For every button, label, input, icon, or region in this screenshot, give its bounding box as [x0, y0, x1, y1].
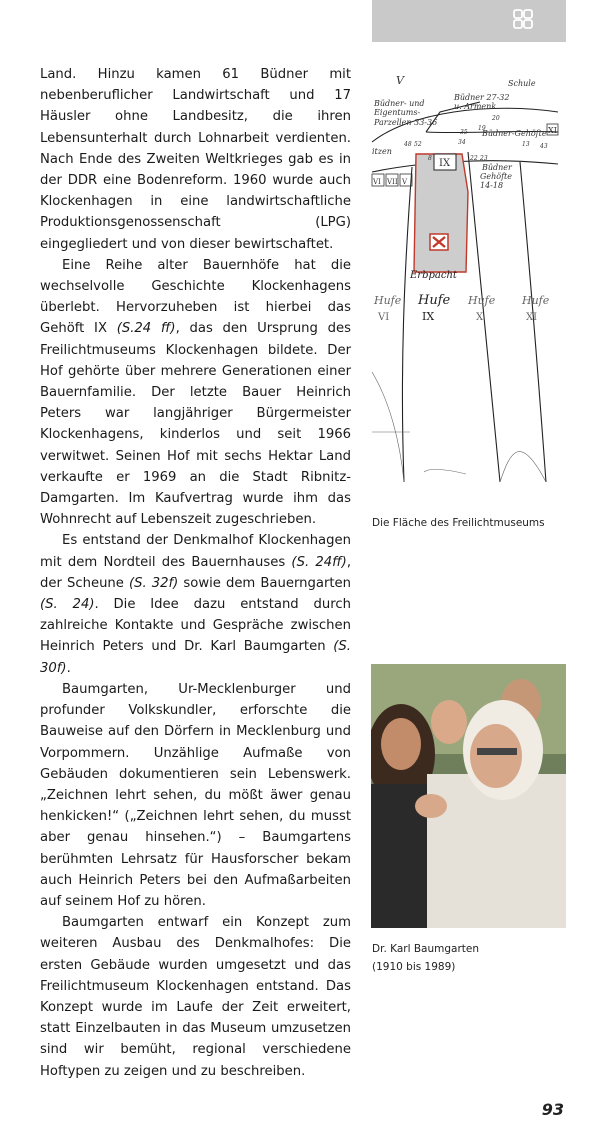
- map-label: Gehöfte: [480, 172, 513, 181]
- museum-logo-icon: [512, 8, 534, 30]
- paragraph-1: Land. Hinzu kamen 61 Büdner mit nebenberuflicher Landwirtschaft und 17 Häusler ohne Landbesitz, die ihren Lebensunterhalt durch Lohnarbeit verdienten. Nach Ende des Zweiten Weltkrieges gab es in der DDR eine Bodenreform. 1960 wurde auch Klockenhagen in eine landwirtschaftliche Produktionsgenossenschaft (LPG) eingegliedert und von dieser bewirtschaftet.: [40, 67, 351, 252]
- map-label: 8: [428, 155, 432, 162]
- map-label: 13: [522, 141, 530, 148]
- map-label: IX: [439, 158, 451, 169]
- map-label: 34: [458, 139, 466, 146]
- page-reference: (S. 30f): [40, 639, 351, 676]
- x-marker: [430, 234, 448, 250]
- map-label: Büdner: [482, 163, 512, 172]
- map-label: 52: [414, 141, 422, 148]
- map-label: XI: [526, 312, 538, 323]
- map-label: V: [396, 74, 404, 87]
- map-label: Hufe: [418, 293, 451, 308]
- map-label: 48: [404, 141, 412, 148]
- map-label: Erbpacht: [410, 270, 457, 281]
- photo-caption-name: Dr. Karl Baumgarten: [372, 943, 479, 955]
- map-label: 22: [470, 155, 478, 162]
- map-label: 19: [478, 125, 486, 132]
- page-reference: (S. 32f): [128, 575, 179, 591]
- museum-area: [414, 154, 468, 272]
- map-label: u. Armenk.: [454, 102, 499, 111]
- map-label: Parzellen 33-36: [374, 118, 438, 127]
- map-label: XI: [548, 126, 557, 135]
- portrait-photo: [371, 664, 566, 928]
- map-label: VII: [387, 178, 398, 186]
- map-caption: Die Fläche des Freilichtmuseums: [372, 517, 545, 529]
- map-label: Hufe: [522, 294, 550, 307]
- map-label: VI: [378, 312, 390, 323]
- map-label: VI: [373, 178, 381, 186]
- photo-caption-dates: (1910 bis 1989): [372, 961, 456, 973]
- map-label: Schule: [508, 79, 536, 88]
- page-reference: (S. 24): [40, 597, 95, 613]
- photo-caption: [372, 940, 572, 976]
- map-label: IX: [422, 310, 435, 323]
- map-label: 43: [540, 143, 548, 150]
- map-label: Hufe: [468, 294, 496, 307]
- map-label: Eigentums-: [374, 108, 421, 117]
- map-label: 20: [492, 115, 500, 122]
- map-label: Büdner-Gehöfte: [482, 129, 547, 138]
- page-reference: (S. 24ff): [291, 554, 347, 570]
- map-label: Hufe: [374, 294, 402, 307]
- paragraph-3: Es entstand der Denkmalhof Klockenhagen mit dem Nordteil des Bauernhauses (S. 24ff), der Scheune (S. 32f) sowie dem Bauerngarten (S. 24). Die Idee dazu entstand durch zahlreiche Kontakte und Gespräche zwischen Heinrich Peters und Dr. Karl Baumgarten (S. 30f).: [40, 533, 352, 676]
- map-label: 35: [460, 129, 468, 136]
- map-label: Büdner- und: [374, 99, 425, 108]
- village-map: [370, 72, 560, 492]
- paragraph-4: Baumgarten, Ur-Mecklenburger und profunder Volkskundler, erforschte die Bauweise auf den Dörfern in Mecklenburg und Vorpommern. Unzählige Aufmaße von Gebäuden dokumentieren sein Lebenswerk. „Zeichnen lehrt sehen, du mößt äwer genau henkicken!“ („Zeichnen lehrt sehen, du musst aber genau hinsehen.“) – Baumgartens berühmten Lehrsatz für Hausforscher bekam auch Heinrich Peters bei den Aufmaßarbeiten auf seinem Hof zu hören.: [40, 681, 351, 909]
- map-label: 23: [480, 155, 488, 162]
- page-reference: (S.24 ff): [116, 321, 176, 337]
- map-label: V: [402, 178, 408, 186]
- map-label: itzen: [372, 147, 392, 156]
- page-number: 93: [541, 1100, 564, 1119]
- section-header-tab: [372, 0, 566, 42]
- paragraph-2: Eine Reihe alter Bauernhöfe hat die wechselvolle Geschichte Klockenhagens überlebt. Hervorzuheben ist hierbei das Gehöft IX (S.24 ff), das den Ursprung des Freilichtmuseums Klockenhagen bildete. Der Hof gehörte über mehrere Generationen einer Bauernfamilie. Der letzte Bauer Heinrich Peters war langjähriger Bürgermeister Klockenhagens, kinderlos und seit 1966 verwitwet. Seinen Hof mit sechs Hektar Land verkaufte er 1969 an die Stadt Ribnitz-Damgarten. Im Kaufvertrag wurde ihm das Wohnrecht auf Lebenszeit zugeschrieben.: [40, 257, 351, 528]
- map-label: Büdner 27-32: [454, 93, 510, 102]
- map-label: X: [476, 312, 484, 323]
- map-label: 14-18: [480, 181, 504, 190]
- main-body-text: [40, 64, 351, 1082]
- paragraph-5: Baumgarten entwarf ein Konzept zum weiteren Ausbau des Denkmalhofes: Die ersten Gebäude wurden umgesetzt und das Freilichtmuseum Klockenhagen entstand. Das Konzept wurde im Laufe der Zeit erweitert, statt Einzelbauten in das Museum umzusetzen sind wir bemüht, regional verschiedene Hoftypen zu zeigen und zu beschreiben.: [40, 915, 351, 1079]
